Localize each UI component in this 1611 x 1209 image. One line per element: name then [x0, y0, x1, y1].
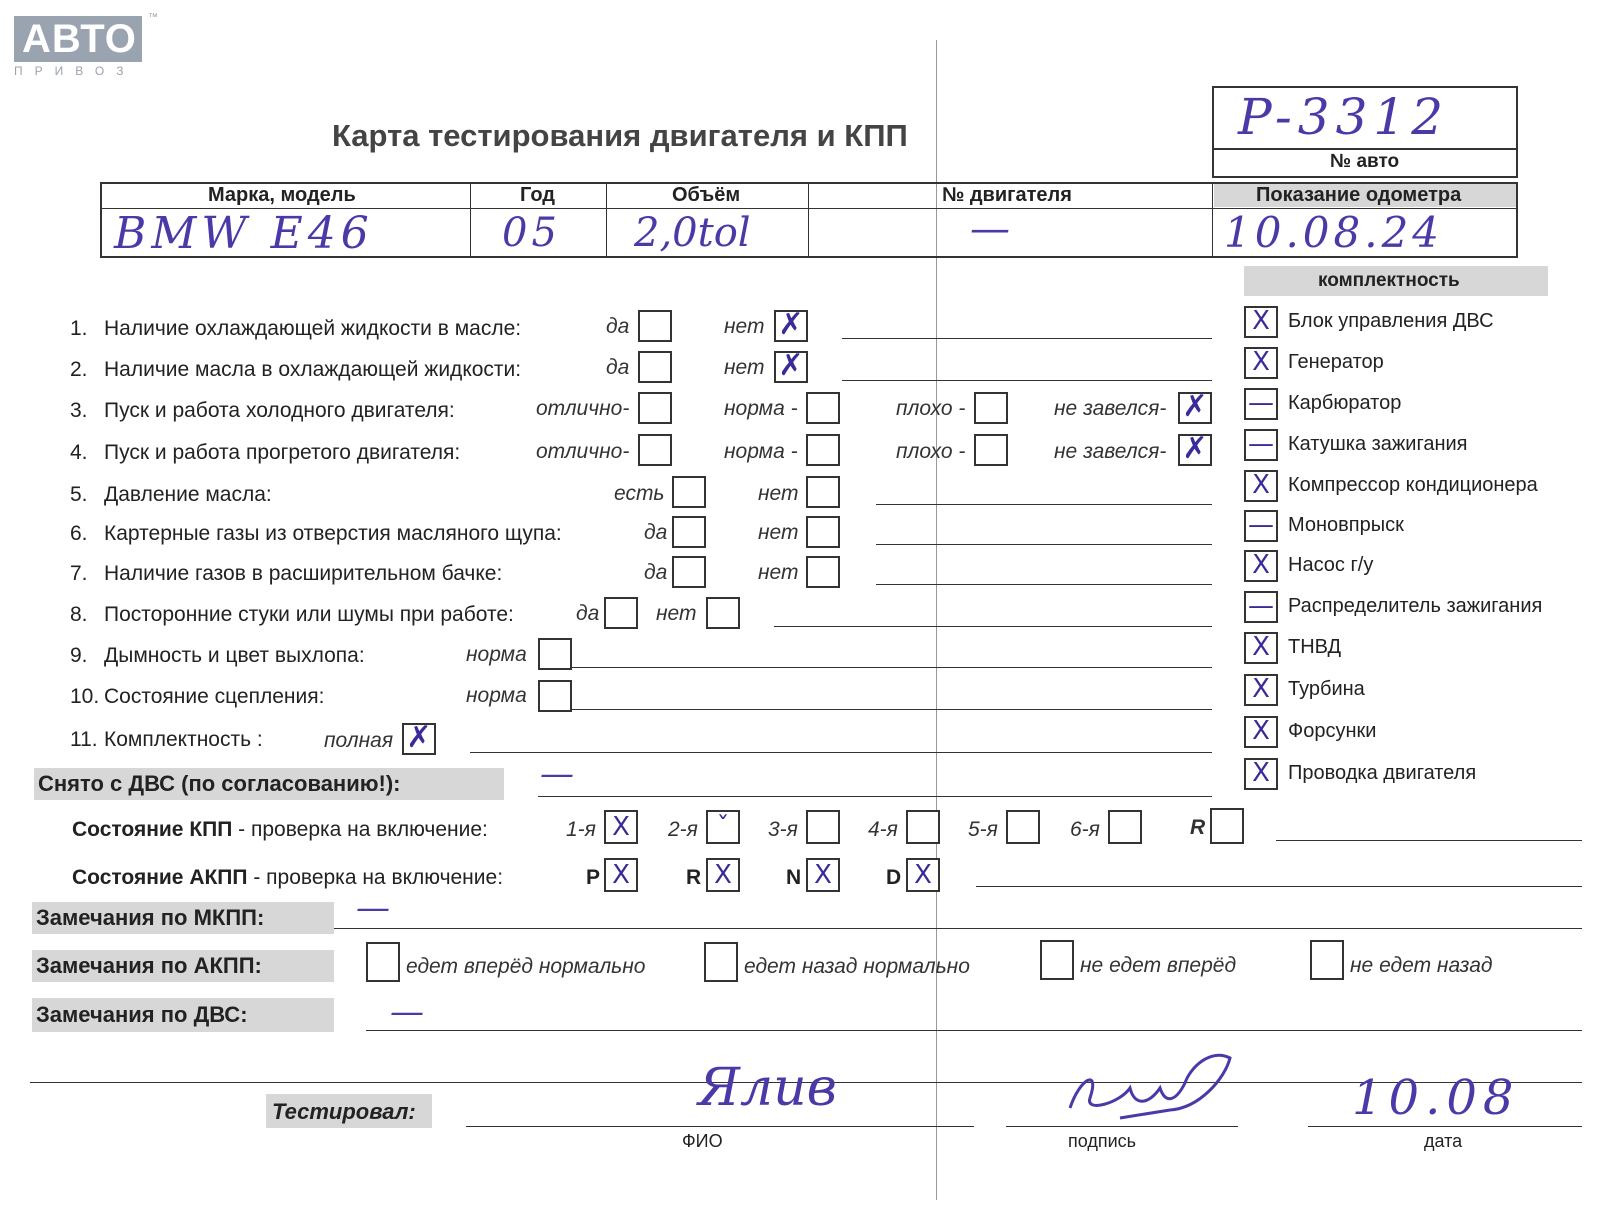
q7-opt-no: нет: [758, 561, 799, 584]
page-title: Карта тестирования двигателя и КПП: [332, 118, 908, 153]
akpp-gear-n-mark: X: [814, 860, 832, 890]
kit-label-injectors: Форсунки: [1288, 720, 1377, 742]
q11-opt-full: полная: [324, 729, 394, 752]
val-year: 05: [502, 210, 561, 256]
kpp-gear-6-checkbox[interactable]: [1108, 810, 1142, 844]
q6-text: Картерные газы из отверстия масляного щупа:: [104, 522, 562, 545]
q4-opt-nostart: не завелся-: [1054, 440, 1167, 463]
date-label: дата: [1424, 1131, 1463, 1151]
q3-normal-checkbox[interactable]: [806, 392, 840, 424]
q6-line: [876, 544, 1212, 545]
q4-nostart-mark: ✗: [1182, 431, 1208, 466]
col-volume: Объём: [672, 184, 741, 206]
q7-no-checkbox[interactable]: [806, 556, 840, 588]
kit-mark-turbo: X: [1252, 674, 1270, 704]
q1-no-mark: ✗: [778, 307, 804, 342]
date-line: [1308, 1126, 1582, 1127]
q1-text: Наличие охлаждающей жидкости в масле:: [104, 317, 522, 340]
q8-opt-yes: да: [576, 602, 600, 625]
tested-label: Тестировал:: [272, 1099, 416, 1124]
q2-number: 2.: [70, 358, 88, 381]
kpp-gear-r: R: [1190, 816, 1206, 839]
akpp-gear-r: R: [686, 866, 702, 889]
kit-label-ps-pump: Насос г/у: [1288, 554, 1374, 576]
q8-text: Посторонние стуки или шумы при работе:: [104, 603, 514, 626]
col-sep-4: [1212, 182, 1213, 258]
q6-number: 6.: [70, 522, 88, 545]
q5-opt-yes: есть: [614, 482, 665, 505]
removed-value: —: [540, 754, 574, 794]
kit-mark-carburetor: —: [1248, 388, 1274, 418]
q3-opt-excellent: отлично-: [536, 397, 630, 420]
q2-opt-no: нет: [724, 356, 765, 379]
akpp-no-back-checkbox[interactable]: [1310, 940, 1344, 980]
kpp-gear-2: 2-я: [668, 818, 698, 841]
q4-opt-excellent: отлично-: [536, 440, 630, 463]
akpp-gear-n: N: [786, 866, 802, 889]
q9-number: 9.: [70, 644, 88, 667]
q10-number: 10.: [70, 685, 100, 708]
kpp-label-rest: - проверка на включение:: [232, 818, 488, 841]
q10-normal-checkbox[interactable]: [538, 680, 572, 712]
removed-line: [538, 796, 1212, 797]
logo-main: АВТО: [14, 16, 142, 62]
col-sep-1: [470, 182, 471, 258]
remarks-mkpp-label: Замечания по МКПП:: [36, 905, 265, 930]
header-table: [100, 182, 1518, 258]
q5-opt-no: нет: [758, 482, 799, 505]
q8-number: 8.: [70, 603, 88, 626]
q1-yes-checkbox[interactable]: [638, 310, 672, 342]
kit-title: комплектность: [1318, 270, 1460, 291]
kit-mark-distributor: —: [1248, 591, 1274, 621]
akpp-gear-p-mark: X: [612, 860, 630, 890]
kpp-gear-2-mark: ˇ: [716, 812, 730, 842]
q6-opt-yes: да: [644, 521, 668, 544]
akpp-label: [72, 866, 503, 890]
kit-label-ac-compressor: Компрессор кондиционера: [1288, 474, 1538, 496]
q6-opt-no: нет: [758, 521, 799, 544]
q8-opt-no: нет: [656, 602, 697, 625]
logo-tm: ™: [148, 12, 158, 23]
kit-mark-ac-compressor: X: [1252, 470, 1270, 500]
q7-yes-checkbox[interactable]: [672, 556, 706, 588]
fio-value: Ялив: [698, 1058, 837, 1118]
q9-opt-normal: норма: [466, 643, 527, 666]
q6-yes-checkbox[interactable]: [672, 516, 706, 548]
remarks-akpp-label: Замечания по АКПП:: [36, 953, 262, 978]
akpp-gear-d: D: [886, 866, 902, 889]
kit-mark-ignition-coil: —: [1248, 429, 1274, 459]
kit-label-ecu: Блок управления ДВС: [1288, 310, 1494, 332]
q3-text: Пуск и работа холодного двигателя:: [104, 399, 455, 422]
val-volume: 2,0tol: [634, 210, 751, 256]
kpp-line: [1276, 840, 1582, 841]
auto-number-value: P-3312: [1238, 88, 1450, 146]
logo: [14, 12, 164, 80]
q7-number: 7.: [70, 562, 88, 585]
q4-opt-bad: плохо -: [896, 440, 966, 463]
q6-no-checkbox[interactable]: [806, 516, 840, 548]
akpp-no-back-label: не едет назад: [1350, 954, 1493, 977]
q4-normal-checkbox[interactable]: [806, 434, 840, 466]
q9-text: Дымность и цвет выхлопа:: [104, 644, 365, 667]
kit-mark-ecu: X: [1252, 306, 1270, 336]
q1-number: 1.: [70, 317, 88, 340]
q4-opt-normal: норма -: [724, 440, 798, 463]
q1-opt-no: нет: [724, 315, 765, 338]
q10-opt-normal: норма: [466, 684, 527, 707]
signature-line: [1006, 1126, 1238, 1127]
q8-no-checkbox[interactable]: [706, 597, 740, 629]
kpp-label: [72, 818, 488, 842]
q4-text: Пуск и работа прогретого двигателя:: [104, 441, 461, 464]
q9-line: [572, 667, 1212, 668]
val-odometer: 10.08.24: [1224, 208, 1444, 257]
kpp-gear-4-checkbox[interactable]: [906, 810, 940, 844]
q1-line: [842, 338, 1212, 339]
q3-excellent-checkbox[interactable]: [638, 392, 672, 424]
q5-yes-checkbox[interactable]: [672, 476, 706, 508]
q3-opt-normal: норма -: [724, 397, 798, 420]
col-sep-2: [606, 182, 607, 258]
val-engine-no: —: [970, 206, 1010, 252]
q11-number: 11.: [70, 728, 98, 751]
kit-label-generator: Генератор: [1288, 351, 1384, 373]
q10-line: [572, 709, 1212, 710]
q5-no-checkbox[interactable]: [806, 476, 840, 508]
q7-opt-yes: да: [644, 561, 668, 584]
col-engine-no: № двигателя: [942, 184, 1072, 206]
q3-bad-checkbox[interactable]: [974, 392, 1008, 424]
q2-text: Наличие масла в охлаждающей жидкости:: [104, 358, 522, 381]
q9-normal-checkbox[interactable]: [538, 638, 572, 670]
col-year: Год: [520, 184, 555, 206]
fio-label: ФИО: [682, 1131, 723, 1151]
akpp-no-forward-label: не едет вперёд: [1080, 954, 1237, 977]
akpp-back-ok-label: едет назад нормально: [744, 955, 970, 978]
q2-opt-yes: да: [606, 356, 630, 379]
kit-mark-injectors: X: [1252, 716, 1270, 746]
akpp-forward-ok-label: едет вперёд нормально: [406, 955, 646, 978]
q1-opt-yes: да: [606, 315, 630, 338]
q7-text: Наличие газов в расширительном бачке:: [104, 562, 503, 585]
signature-label: подпись: [1068, 1131, 1137, 1151]
akpp-gear-d-mark: X: [914, 860, 932, 890]
remarks-mkpp-value: —: [356, 888, 390, 928]
q7-line: [876, 584, 1212, 585]
q4-excellent-checkbox[interactable]: [638, 434, 672, 466]
akpp-label-bold: Состояние АКПП: [72, 866, 248, 889]
q3-number: 3.: [70, 399, 88, 422]
akpp-no-forward-checkbox[interactable]: [1040, 940, 1074, 980]
q2-line: [842, 380, 1212, 381]
q5-text: Давление масла:: [104, 483, 272, 506]
date-value: 10.08: [1352, 1070, 1520, 1126]
akpp-line: [976, 886, 1582, 887]
signature: [1060, 1048, 1240, 1128]
kit-label-wiring: Проводка двигателя: [1288, 762, 1477, 784]
q11-text: Комплектность :: [104, 728, 263, 751]
q3-opt-bad: плохо -: [896, 397, 966, 420]
q4-number: 4.: [70, 441, 88, 464]
kit-label-turbo: Турбина: [1288, 678, 1365, 700]
remarks-dvs-label: Замечания по ДВС:: [36, 1002, 248, 1027]
kit-mark-wiring: X: [1252, 758, 1270, 788]
akpp-label-rest: - проверка на включение:: [247, 866, 504, 889]
q8-line: [774, 626, 1212, 627]
kit-mark-ps-pump: X: [1252, 550, 1270, 580]
col-brand: Марка, модель: [208, 184, 356, 206]
val-brand: BMW E46: [114, 208, 374, 259]
remarks-dvs-line: [366, 1030, 1582, 1031]
kpp-gear-5-checkbox[interactable]: [1006, 810, 1040, 844]
kpp-gear-5: 5-я: [968, 818, 998, 841]
kit-label-distributor: Распределитель зажигания: [1288, 595, 1543, 617]
fio-line: [466, 1126, 974, 1127]
remarks-mkpp-line: [334, 928, 1582, 929]
q2-no-mark: ✗: [778, 348, 804, 383]
kit-label-injection-pump: ТНВД: [1288, 636, 1342, 658]
akpp-gear-p: P: [586, 866, 601, 889]
kpp-gear-3: 3-я: [768, 818, 798, 841]
removed-label: Снято с ДВС (по согласованию!):: [38, 771, 401, 796]
akpp-gear-r-mark: X: [714, 860, 732, 890]
logo-sub: ПРИВОЗ: [14, 64, 136, 78]
q3-nostart-mark: ✗: [1182, 389, 1208, 424]
kit-mark-monoinjection: —: [1248, 510, 1274, 540]
kit-list: [1244, 306, 1584, 806]
q5-number: 5.: [70, 483, 88, 506]
col-odometer: Показание одометра: [1256, 184, 1462, 206]
kit-label-monoinjection: Моновпрыск: [1288, 514, 1404, 536]
col-sep-3: [808, 182, 809, 258]
kit-label-ignition-coil: Катушка зажигания: [1288, 433, 1468, 455]
kpp-gear-1: 1-я: [566, 818, 596, 841]
akpp-forward-ok-checkbox[interactable]: [366, 942, 400, 982]
kpp-gear-1-mark: X: [612, 812, 630, 842]
q2-yes-checkbox[interactable]: [638, 351, 672, 383]
kit-label-carburetor: Карбюратор: [1288, 392, 1402, 414]
q11-full-mark: ✗: [406, 720, 432, 755]
q10-text: Состояние сцепления:: [104, 685, 325, 708]
kpp-gear-r-checkbox[interactable]: [1210, 808, 1244, 844]
q8-yes-checkbox[interactable]: [604, 597, 638, 629]
q4-bad-checkbox[interactable]: [974, 434, 1008, 466]
kit-mark-generator: X: [1252, 347, 1270, 377]
kpp-label-bold: Состояние КПП: [72, 818, 233, 841]
kpp-gear-4: 4-я: [868, 818, 898, 841]
q5-line: [876, 504, 1212, 505]
kpp-gear-3-checkbox[interactable]: [806, 810, 840, 844]
kit-mark-injection-pump: X: [1252, 632, 1270, 662]
auto-number-label: № авто: [1330, 151, 1400, 172]
kpp-gear-6: 6-я: [1070, 818, 1100, 841]
q11-line: [470, 752, 1212, 753]
akpp-back-ok-checkbox[interactable]: [704, 942, 738, 982]
remarks-dvs-value: —: [390, 992, 424, 1032]
q3-opt-nostart: не завелся-: [1054, 397, 1167, 420]
